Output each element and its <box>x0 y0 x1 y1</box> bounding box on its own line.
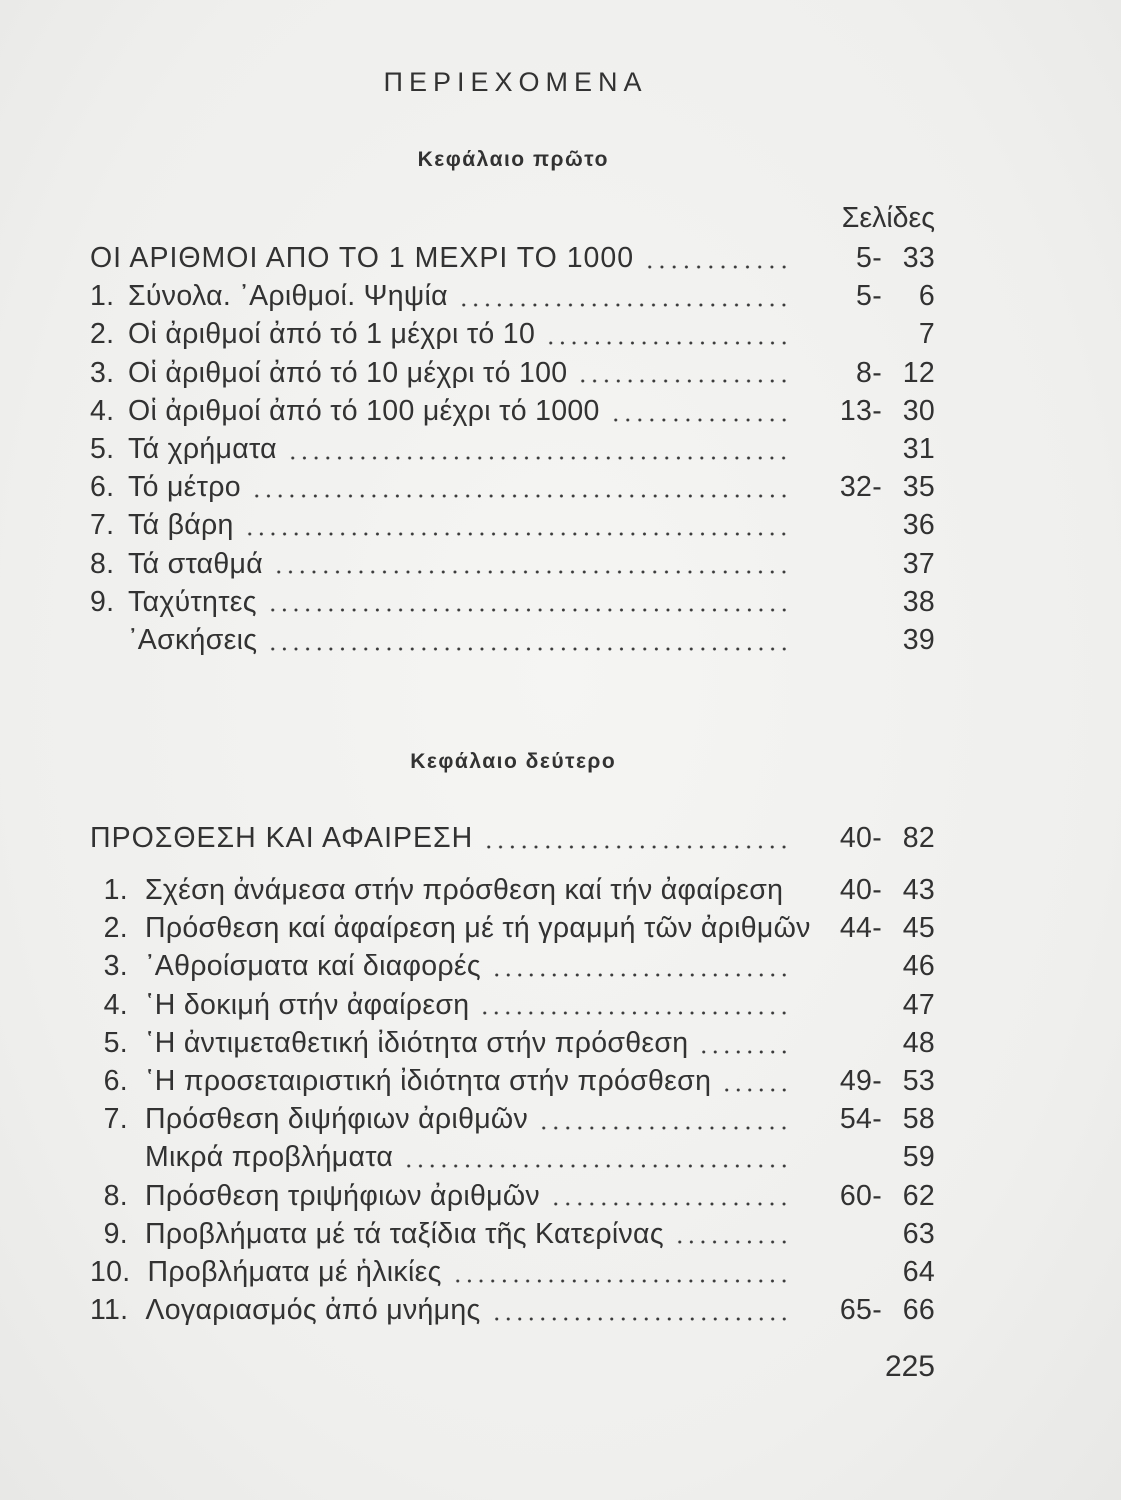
entry-title: Προβλήματα μέ τά ταξίδια τῆς Κατερίνας <box>145 1217 664 1250</box>
entry-pages <box>790 277 935 315</box>
entry-pages <box>790 1291 935 1329</box>
entry-number: 2. <box>103 912 128 945</box>
page-from: 44- <box>839 912 882 945</box>
toc-entry <box>90 871 935 909</box>
page-to: 38 <box>902 585 935 618</box>
entry-pages <box>790 1253 935 1291</box>
page-from: 5- <box>856 242 882 274</box>
toc-entry <box>90 986 935 1024</box>
entry-pages <box>790 1215 935 1253</box>
dot-leader <box>458 277 790 315</box>
page-to: 31 <box>902 432 935 465</box>
entry-pages <box>790 1024 935 1062</box>
entry-pages <box>790 819 935 857</box>
page-to: 35 <box>902 471 935 504</box>
entry-pages <box>790 583 935 621</box>
entry-title: Τά βάρη <box>128 509 234 542</box>
entry-number: 6. <box>103 1064 128 1097</box>
page-to: 7 <box>918 318 935 351</box>
entry-number: 3. <box>90 356 115 389</box>
dot-leader <box>267 583 790 621</box>
entry-title: ῾Η δοκιμή στήν ἀφαίρεση <box>145 988 470 1021</box>
page-to: 62 <box>902 1179 935 1212</box>
entry-number: 4. <box>103 988 128 1021</box>
entry-title: Μικρά προβλήματα <box>145 1141 394 1174</box>
entry-number: 2. <box>90 318 115 351</box>
entry-number: 7. <box>90 509 115 542</box>
entry-pages <box>790 947 935 985</box>
entry-number: 8. <box>103 1179 128 1212</box>
entry-pages <box>790 354 935 392</box>
entry-number: 10. <box>90 1255 131 1288</box>
page-to: 30 <box>902 394 935 427</box>
toc-entry <box>90 621 935 659</box>
page-to: 33 <box>902 242 935 274</box>
entry-number: 11. <box>90 1294 129 1327</box>
entry-number: 6. <box>90 471 115 504</box>
entry-number: 1. <box>103 874 128 906</box>
dot-leader <box>491 947 790 985</box>
toc-entry <box>90 1215 935 1253</box>
entry-title: ῾Η ἀντιμεταθετική ἰδιότητα στήν πρόσθεση <box>145 1026 689 1059</box>
toc-entry <box>90 583 935 621</box>
entry-pages <box>790 468 935 506</box>
page-to: 46 <box>902 950 935 983</box>
entry-pages <box>790 506 935 544</box>
toc-entry <box>90 1024 935 1062</box>
toc-entry <box>90 1291 935 1329</box>
entry-number: 9. <box>90 585 115 618</box>
page-to: 48 <box>902 1026 935 1059</box>
dot-leader <box>577 354 790 392</box>
pages-column-header: Σελίδες <box>841 202 935 234</box>
entry-pages <box>790 239 935 277</box>
chapter-1-contents <box>90 239 935 659</box>
entry-pages <box>790 621 935 659</box>
toc-entry <box>90 909 935 947</box>
dot-leader <box>483 819 790 857</box>
chapter-2-contents <box>90 871 935 1329</box>
entry-pages <box>790 1062 935 1100</box>
entry-title: Τά σταθμά <box>128 547 264 580</box>
entry-pages <box>790 986 935 1024</box>
entry-title: ᾿Αθροίσματα καί διαφορές <box>145 950 481 983</box>
page-from: 49- <box>839 1064 882 1097</box>
section-title: ΟΙ ΑΡΙΘΜΟΙ ΑΠΟ ΤΟ 1 ΜΕΧΡΙ ΤΟ 1000 <box>90 242 635 274</box>
entry-number-spacer <box>90 621 128 659</box>
dot-leader <box>644 239 790 277</box>
toc-entry <box>90 277 935 315</box>
entry-number: 1. <box>90 280 115 313</box>
section-title-row <box>90 239 935 277</box>
toc-entry <box>90 1138 935 1176</box>
page-to: 37 <box>902 547 935 580</box>
page-to: 66 <box>902 1294 935 1327</box>
entry-title: Σχέση ἀνάμεσα στήν πρόσθεση καί τήν ἀφαίρεση <box>145 874 784 906</box>
dot-leader <box>545 315 790 353</box>
toc-entry <box>90 468 935 506</box>
dot-leader <box>267 621 790 659</box>
page-to: 12 <box>902 356 935 389</box>
toc-entry <box>90 506 935 544</box>
dot-leader <box>550 1177 790 1215</box>
toc-entry <box>90 1177 935 1215</box>
page-to: 6 <box>918 280 935 313</box>
section-title-row <box>90 819 935 857</box>
entry-number: 5. <box>90 432 115 465</box>
page-from: 65- <box>839 1294 882 1327</box>
entry-title: ῾Η προσεταιριστική ἰδιότητα στήν πρόσθεση <box>145 1064 712 1097</box>
toc-entry <box>90 1062 935 1100</box>
page-number: 225 <box>884 1350 935 1383</box>
entry-title: Πρόσθεση καί ἀφαίρεση μέ τή γραμμή τῶν ἀριθμῶν <box>145 912 811 945</box>
page-from: 54- <box>839 1103 882 1136</box>
dot-leader <box>491 1291 790 1329</box>
entry-title: Σύνολα. ᾿Αριθμοί. Ψηψία <box>128 280 448 313</box>
entry-number: 3. <box>103 950 128 983</box>
toc-entry <box>90 545 935 583</box>
dot-leader <box>273 545 790 583</box>
entry-number-spacer <box>90 1138 128 1176</box>
page-to: 82 <box>902 822 935 854</box>
page-to: 47 <box>902 988 935 1021</box>
entry-pages <box>790 1100 935 1138</box>
entry-pages <box>790 871 935 909</box>
dot-leader <box>674 1215 790 1253</box>
page-from: 40- <box>839 822 882 854</box>
page-to: 63 <box>902 1217 935 1250</box>
page-to: 58 <box>902 1103 935 1136</box>
page-to: 45 <box>902 912 935 945</box>
chapter-heading-2: Κεφάλαιο δεύτερο <box>410 750 617 773</box>
dot-leader <box>244 506 790 544</box>
page-to: 43 <box>902 874 935 906</box>
page-to: 36 <box>902 509 935 542</box>
dot-leader <box>721 1062 790 1100</box>
entry-title: Πρόσθεση διψήφιων ἀριθμῶν <box>145 1103 529 1136</box>
toc-entry <box>90 392 935 430</box>
page-title: ΠΕΡΙΕΧΟΜΕΝΑ <box>383 67 648 97</box>
entry-title: Πρόσθεση τριψήφιων ἀριθμῶν <box>145 1179 540 1212</box>
page-from: 40- <box>839 874 882 906</box>
entry-number: 4. <box>90 394 115 427</box>
entry-title: Τό μέτρο <box>128 471 241 504</box>
dot-leader <box>610 392 790 430</box>
page-to: 59 <box>902 1141 935 1174</box>
dot-leader <box>251 468 790 506</box>
toc-entry <box>90 1100 935 1138</box>
entry-pages <box>790 430 935 468</box>
entry-title: Τά χρήματα <box>128 432 277 465</box>
page-to: 39 <box>902 623 935 656</box>
entry-title: Οἱ ἀριθμοί ἀπό τό 10 μέχρι τό 100 <box>128 356 568 389</box>
page-from: 32- <box>839 471 882 504</box>
entry-pages <box>790 1138 935 1176</box>
chapter-heading-1: Κεφάλαιο πρῶτο <box>417 148 609 171</box>
toc-entry <box>90 315 935 353</box>
entry-pages <box>790 1177 935 1215</box>
entry-number: 9. <box>103 1217 128 1250</box>
dot-leader <box>403 1138 790 1176</box>
toc-entry <box>90 947 935 985</box>
entry-title: Λογαριασμός ἀπό μνήμης <box>145 1294 481 1327</box>
entry-pages <box>790 392 935 430</box>
toc-entry <box>90 1253 935 1291</box>
entry-title: ᾿Ασκήσεις <box>128 623 258 656</box>
entry-pages <box>790 315 935 353</box>
page-to: 64 <box>902 1255 935 1288</box>
dot-leader <box>479 986 790 1024</box>
entry-title: Προβλήματα μέ ἡλικίες <box>147 1255 442 1288</box>
page-from: 60- <box>839 1179 882 1212</box>
toc-entry <box>90 430 935 468</box>
toc-entry <box>90 354 935 392</box>
page-from: 5- <box>856 280 882 313</box>
entry-pages <box>790 909 935 947</box>
dot-leader <box>538 1100 790 1138</box>
entry-number: 8. <box>90 547 115 580</box>
dot-leader <box>698 1024 790 1062</box>
page-from: 13- <box>839 394 882 427</box>
entry-pages <box>790 545 935 583</box>
dot-leader <box>452 1253 790 1291</box>
entry-number: 5. <box>103 1026 128 1059</box>
entry-title: Οἱ ἀριθμοί ἀπό τό 100 μέχρι τό 1000 <box>128 394 600 427</box>
chapter-2-section <box>90 819 935 857</box>
dot-leader <box>287 430 790 468</box>
entry-title: Οἱ ἀριθμοί ἀπό τό 1 μέχρι τό 10 <box>128 318 536 351</box>
section-title: ΠΡΟΣΘΕΣΗ ΚΑΙ ΑΦΑΙΡΕΣΗ <box>90 822 474 854</box>
page-from: 8- <box>856 356 882 389</box>
entry-title: Ταχύτητες <box>128 585 257 618</box>
entry-number: 7. <box>103 1103 128 1136</box>
page-to: 53 <box>902 1064 935 1097</box>
